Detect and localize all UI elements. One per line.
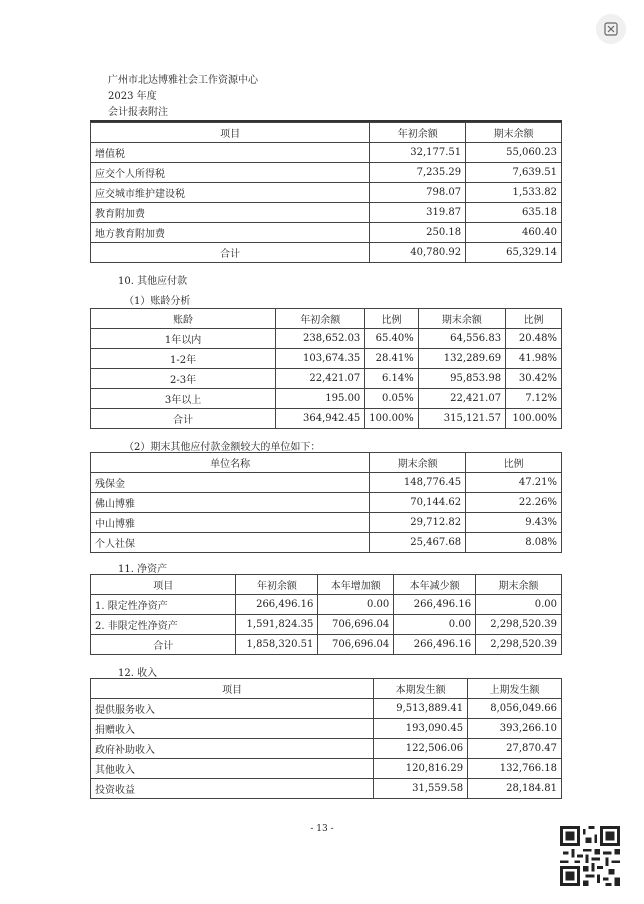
cell: 22,421.07 bbox=[276, 369, 365, 389]
cell: 364,942.45 bbox=[276, 409, 365, 429]
cell: 应交个人所得税 bbox=[91, 163, 370, 183]
cell: 0.00 bbox=[318, 595, 394, 615]
cell: 195.00 bbox=[276, 389, 365, 409]
cell: 1,858,320.51 bbox=[236, 635, 318, 655]
cell: 28.41% bbox=[365, 349, 419, 369]
cell: 地方教育附加费 bbox=[91, 223, 370, 243]
cell: 7,639.51 bbox=[466, 163, 562, 183]
col-header: 比例 bbox=[365, 309, 419, 329]
cell: 3年以上 bbox=[91, 389, 276, 409]
cell: 460.40 bbox=[466, 223, 562, 243]
table-header-row bbox=[91, 453, 562, 473]
cell: 393,266.10 bbox=[468, 719, 562, 739]
report-year: 2023 年度 bbox=[108, 91, 157, 102]
col-header: 本期发生额 bbox=[374, 679, 468, 699]
col-header: 年初余额 bbox=[370, 123, 466, 143]
cell: 70,144.62 bbox=[370, 493, 466, 513]
table-row bbox=[91, 143, 562, 163]
table-row bbox=[91, 223, 562, 243]
cell: 706,696.04 bbox=[318, 615, 394, 635]
table-row bbox=[91, 203, 562, 223]
cell: 315,121.57 bbox=[418, 409, 505, 429]
table-row bbox=[91, 513, 562, 533]
income-table bbox=[90, 678, 562, 799]
table-header-row bbox=[91, 309, 562, 329]
table-row bbox=[91, 699, 562, 719]
cell: 9.43% bbox=[466, 513, 562, 533]
table-row bbox=[91, 615, 562, 635]
col-header: 比例 bbox=[466, 453, 562, 473]
total-row bbox=[91, 635, 562, 655]
cell: 798.07 bbox=[370, 183, 466, 203]
cell: 120,816.29 bbox=[374, 759, 468, 779]
cell: 47.21% bbox=[466, 473, 562, 493]
cell: 28,184.81 bbox=[468, 779, 562, 799]
cell: 266,496.16 bbox=[394, 595, 476, 615]
cell: 捐赠收入 bbox=[91, 719, 374, 739]
col-header: 项目 bbox=[91, 679, 374, 699]
cell: 319.87 bbox=[370, 203, 466, 223]
cell: 25,467.68 bbox=[370, 533, 466, 553]
col-header: 期末余额 bbox=[476, 575, 562, 595]
table-row bbox=[91, 779, 562, 799]
cell: 合计 bbox=[91, 243, 370, 263]
table-row bbox=[91, 163, 562, 183]
cell: 2,298,520.39 bbox=[476, 635, 562, 655]
table-row bbox=[91, 349, 562, 369]
cell: 教育附加费 bbox=[91, 203, 370, 223]
cell: 95,853.98 bbox=[418, 369, 505, 389]
cell: 266,496.16 bbox=[236, 595, 318, 615]
table-row bbox=[91, 759, 562, 779]
aging-table bbox=[90, 308, 562, 429]
col-header: 单位名称 bbox=[91, 453, 370, 473]
col-header: 本年减少额 bbox=[394, 575, 476, 595]
cell: 635.18 bbox=[466, 203, 562, 223]
cell: 32,177.51 bbox=[370, 143, 466, 163]
close-button[interactable] bbox=[596, 14, 626, 44]
cell: 8.08% bbox=[466, 533, 562, 553]
cell: 103,674.35 bbox=[276, 349, 365, 369]
cell: 65.40% bbox=[365, 329, 419, 349]
table-row bbox=[91, 719, 562, 739]
cell: 7.12% bbox=[506, 389, 562, 409]
cell: 29,712.82 bbox=[370, 513, 466, 533]
col-header: 期末余额 bbox=[418, 309, 505, 329]
cell: 其他收入 bbox=[91, 759, 374, 779]
cell: 1年以内 bbox=[91, 329, 276, 349]
units-table bbox=[90, 452, 562, 553]
cell: 132,289.69 bbox=[418, 349, 505, 369]
col-header: 比例 bbox=[506, 309, 562, 329]
close-icon bbox=[604, 22, 618, 36]
cell: 148,776.45 bbox=[370, 473, 466, 493]
org-name: 广州市北达博雅社会工作资源中心 bbox=[108, 75, 258, 86]
cell: 1. 限定性净资产 bbox=[91, 595, 236, 615]
cell: 提供服务收入 bbox=[91, 699, 374, 719]
col-header: 项目 bbox=[91, 575, 236, 595]
cell: 合计 bbox=[91, 635, 236, 655]
table-header-row bbox=[91, 123, 562, 143]
cell: 132,766.18 bbox=[468, 759, 562, 779]
cell: 投资收益 bbox=[91, 779, 374, 799]
cell: 40,780.92 bbox=[370, 243, 466, 263]
cell: 27,870.47 bbox=[468, 739, 562, 759]
qr-code-icon bbox=[560, 826, 620, 886]
cell: 30.42% bbox=[506, 369, 562, 389]
cell: 7,235.29 bbox=[370, 163, 466, 183]
cell: 中山博雅 bbox=[91, 513, 370, 533]
table-row bbox=[91, 389, 562, 409]
cell: 9,513,889.41 bbox=[374, 699, 468, 719]
cell: 佛山博雅 bbox=[91, 493, 370, 513]
col-header: 年初余额 bbox=[276, 309, 365, 329]
cell: 100.00% bbox=[506, 409, 562, 429]
cell: 250.18 bbox=[370, 223, 466, 243]
cell: 政府补助收入 bbox=[91, 739, 374, 759]
col-header: 年初余额 bbox=[236, 575, 318, 595]
table-row bbox=[91, 739, 562, 759]
table-row bbox=[91, 473, 562, 493]
cell: 64,556.83 bbox=[418, 329, 505, 349]
cell: 6.14% bbox=[365, 369, 419, 389]
cell: 22,421.07 bbox=[418, 389, 505, 409]
table-row bbox=[91, 533, 562, 553]
cell: 2,298,520.39 bbox=[476, 615, 562, 635]
cell: 残保金 bbox=[91, 473, 370, 493]
table-row bbox=[91, 183, 562, 203]
tax-table bbox=[90, 122, 562, 263]
section-10-sub2: （2）期末其他应付款金额较大的单位如下： bbox=[124, 442, 321, 453]
cell: 8,056,049.66 bbox=[468, 699, 562, 719]
page-number: - 13 - bbox=[310, 824, 334, 834]
col-header: 项目 bbox=[91, 123, 370, 143]
section-10-title: 10. 其他应付款 bbox=[118, 276, 188, 287]
table-header-row bbox=[91, 575, 562, 595]
cell: 0.05% bbox=[365, 389, 419, 409]
col-header: 账龄 bbox=[91, 309, 276, 329]
cell: 个人社保 bbox=[91, 533, 370, 553]
report-subtitle: 会计报表附注 bbox=[108, 107, 168, 118]
cell: 2-3年 bbox=[91, 369, 276, 389]
cell: 706,696.04 bbox=[318, 635, 394, 655]
section-11-title: 11. 净资产 bbox=[118, 564, 168, 575]
cell: 1-2年 bbox=[91, 349, 276, 369]
cell: 31,559.58 bbox=[374, 779, 468, 799]
cell: 266,496.16 bbox=[394, 635, 476, 655]
total-row bbox=[91, 243, 562, 263]
cell: 55,060.23 bbox=[466, 143, 562, 163]
cell: 100.00% bbox=[365, 409, 419, 429]
col-header: 上期发生额 bbox=[468, 679, 562, 699]
table-header-row bbox=[91, 679, 562, 699]
table-row bbox=[91, 493, 562, 513]
cell: 193,090.45 bbox=[374, 719, 468, 739]
col-header: 期末余额 bbox=[370, 453, 466, 473]
total-row bbox=[91, 409, 562, 429]
cell: 0.00 bbox=[476, 595, 562, 615]
cell: 65,329.14 bbox=[466, 243, 562, 263]
cell: 22.26% bbox=[466, 493, 562, 513]
cell: 合计 bbox=[91, 409, 276, 429]
col-header: 本年增加额 bbox=[318, 575, 394, 595]
section-10-sub1: （1）账龄分析 bbox=[124, 296, 191, 307]
cell: 122,506.06 bbox=[374, 739, 468, 759]
net-assets-table bbox=[90, 574, 562, 655]
cell: 1,533.82 bbox=[466, 183, 562, 203]
section-12-title: 12. 收入 bbox=[118, 668, 158, 679]
cell: 41.98% bbox=[506, 349, 562, 369]
cell: 238,652.03 bbox=[276, 329, 365, 349]
col-header: 期末余额 bbox=[466, 123, 562, 143]
cell: 1,591,824.35 bbox=[236, 615, 318, 635]
cell: 增值税 bbox=[91, 143, 370, 163]
cell: 20.48% bbox=[506, 329, 562, 349]
cell: 应交城市维护建设税 bbox=[91, 183, 370, 203]
cell: 0.00 bbox=[394, 615, 476, 635]
cell: 2. 非限定性净资产 bbox=[91, 615, 236, 635]
table-row bbox=[91, 369, 562, 389]
table-row bbox=[91, 595, 562, 615]
table-row bbox=[91, 329, 562, 349]
